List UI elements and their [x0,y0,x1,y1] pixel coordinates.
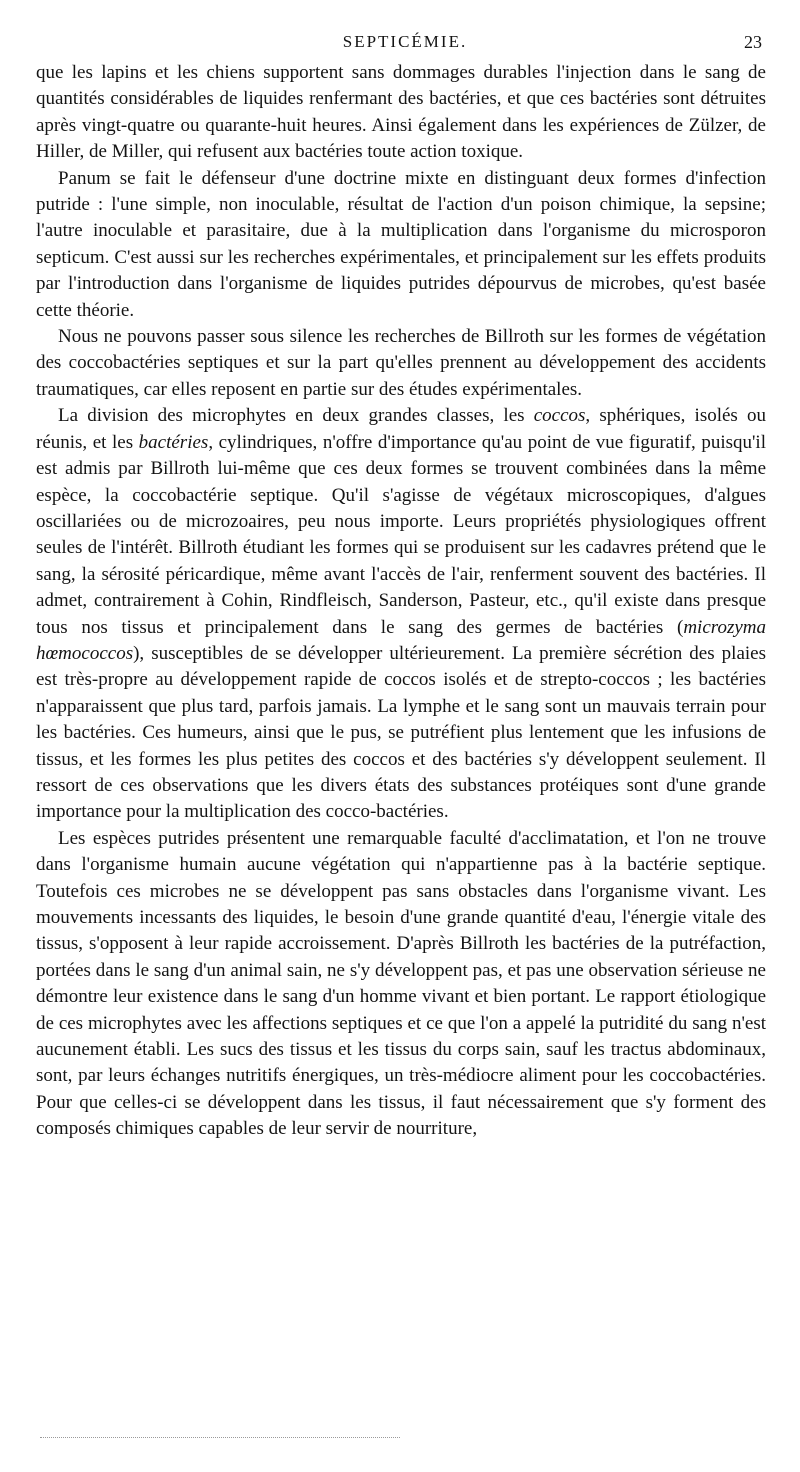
paragraph-text: , sphériques, isolés ou réunis, et les [36,405,766,453]
paragraph [36,826,766,1143]
paragraph-text: Les espèces putrides présentent une remarquable faculté d'acclimatation, et l'on ne trouve dans l'organisme humain aucune végétation qui n'appartienne pas à la bactérie septique. Toutefois ces microbes ne se développent pas sans obstacles dans l'organisme vivant. Les mouvements incessants des liquides, le besoin d'une grande quantité d'eau, l'énergie vitale des tissus, s'opposent à leur rapide accroissement. D'après Billroth les bactéries de la putréfaction, portées dans le sang d'un animal sain, ne s'y développent pas, et pas une observation sérieuse ne démontre leur existence dans le sang d'un homme vivant et bien portant. Le rapport étiologique de ces microphytes avec les affections septiques et ce que l'on a appelé la putridité du sang n'est aucunement établi. Les sucs des tissus et les tissus du corps sain, sauf les tractus abdominaux, sont, par leurs échanges nutritifs énergiques, un très-médiocre aliment pour les coccobactéries. Pour que celles-ci se développent dans les tissus, il faut nécessairement que s'y forment des composés chimiques capables de leur servir de nourriture, [36,827,766,1140]
running-head [0,32,800,58]
footer-rule [40,1437,400,1438]
italic-term: microzyma hœmococcos [36,616,766,664]
paragraph-text: , cylindriques, n'offre d'importance qu'au point de vue figuratif, puisqu'il est admis par Billroth lui-même que ces deux formes se trouvent combinées dans la même espèce, la coccobactérie septique. Qu'il s'agisse de végétaux microscopiques, d'algues oscillariées ou de microzoaires, peu nous importe. Leurs propriétés physiologiques offrent seules de l'intérêt. Billroth étudiant les formes qui se produisent sur les cadavres prétend que le sang, la sérosité péricardique, même avant l'accès de l'air, renferment souvent des bactéries. Il admet, contrairement à Cohin, Rindfleisch, Sanderson, Pasteur, etc., qu'il existe dans presque tous nos tissus et principalement dans le sang des germes de bactéries ( [36,431,766,638]
page-number: 23 [744,32,762,52]
paragraph-text: Panum se fait le défenseur d'une doctrine mixte en distinguant deux formes d'infection putride : l'une simple, non inoculable, résultat de l'action d'un poison chimique, la sepsine; l'autre inoculable et parasitaire, due à la multiplication dans l'organisme du microsporon septicum. C'est aussi sur les recherches expérimentales, et principalement sur les effets produits par l'introduction dans l'organisme de liquides putrides dépourvus de microbes, qu'est basée cette théorie. [36,167,766,321]
paragraph [36,166,766,324]
paragraph [36,60,766,166]
paragraph [36,403,766,826]
paragraph-text: Nous ne pouvons passer sous silence les recherches de Billroth sur les formes de végétation des coccobactéries septiques et sur la part qu'elles prennent au développement des accidents traumatiques, car elles reposent en partie sur des études expérimentales. [36,326,766,400]
body-text [36,60,766,1143]
running-title: SEPTICÉMIE. [342,32,468,51]
italic-term: coccos [533,405,586,427]
paragraph [36,324,766,403]
paragraph-text: La division des microphytes en deux grandes classes, les [58,405,534,427]
paragraph-text: que les lapins et les chiens supportent sans dommages durables l'injection dans le sang de quantités considérables de liquides renfermant des bactéries, et que ces bactéries sont détruites après vingt-quatre ou quarante-huit heures. Ainsi également dans les expériences de Zülzer, de Hiller, de Miller, qui refusent aux bactéries toute action toxique. [36,62,766,163]
italic-term: bactéries [138,431,209,453]
paragraph-text: ), susceptibles de se développer ultérieurement. La première sécrétion des plaies est très-propre au développement rapide de coccos isolés et de strepto-coccos ; les bactéries n'apparaissent que plus tard, parfois jamais. La lymphe et le sang sont un mauvais terrain pour les bactéries. Ces humeurs, ainsi que le pus, se putréfient plus lentement que les infusions de tissus, et les formes les plus petites des coccos et des bactéries s'y développent seulement. Il ressort de ces observations que les divers états des substances protéiques sont d'une grande importance pour la multiplication des cocco-bactéries. [36,642,766,823]
